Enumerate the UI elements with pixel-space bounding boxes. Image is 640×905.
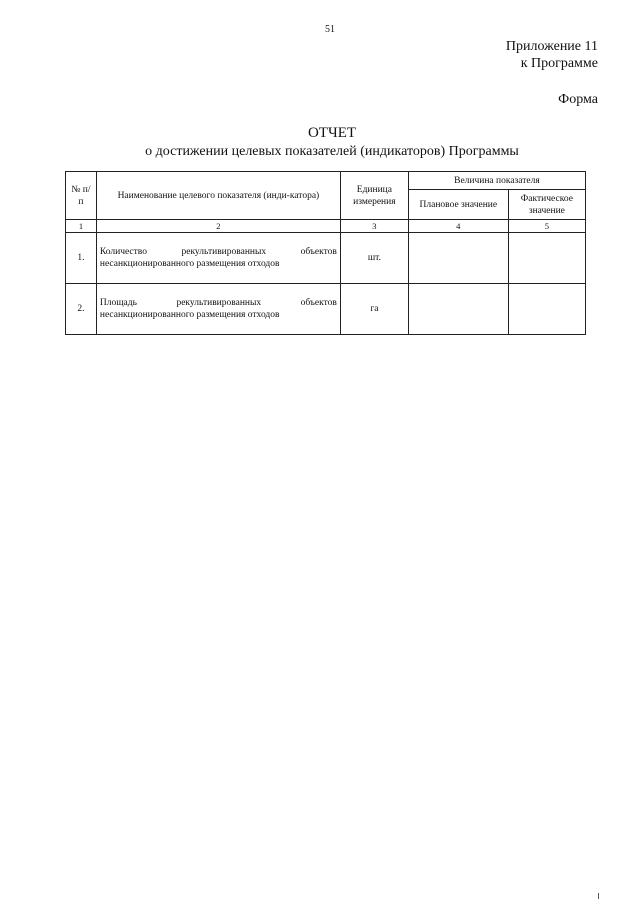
column-number: 3: [340, 220, 408, 233]
row-unit: га: [340, 284, 408, 335]
row-fact-value: [508, 233, 585, 284]
indicators-table: [65, 171, 586, 335]
header-value-group: Величина показателя: [408, 172, 585, 190]
scan-edge-mark: [598, 893, 599, 899]
column-number: 2: [96, 220, 340, 233]
header-plan: Плановое значение: [408, 190, 508, 220]
header-fact: Фактическое значение: [508, 190, 585, 220]
table-row: [66, 284, 586, 335]
page-number: 51: [325, 24, 335, 35]
report-title: ОТЧЕТ: [307, 125, 357, 141]
row-num: 2.: [66, 284, 97, 335]
column-number: 4: [408, 220, 508, 233]
row-plan-value: [408, 233, 508, 284]
table-row: [66, 233, 586, 284]
row-num: 1.: [66, 233, 97, 284]
column-number: 5: [508, 220, 585, 233]
form-label: Форма: [558, 92, 598, 107]
table-header-row: [66, 172, 586, 190]
row-unit: шт.: [340, 233, 408, 284]
header-unit: Единица измерения: [340, 172, 408, 220]
row-indicator-name: Количество рекультивированных объектов несанкционированного размещения отходов: [96, 233, 340, 284]
appendix-heading: [506, 38, 598, 72]
column-number-row: [66, 220, 586, 233]
report-subtitle: о достижении целевых показателей (индикаторов) Программы: [145, 144, 519, 159]
appendix-line-2: к Программе: [520, 56, 598, 71]
appendix-line-1: Приложение 11: [505, 39, 598, 54]
column-number: 1: [66, 220, 97, 233]
row-fact-value: [508, 284, 585, 335]
row-indicator-name: Площадь рекультивированных объектов несанкционированного размещения отходов: [96, 284, 340, 335]
row-plan-value: [408, 284, 508, 335]
header-name: Наименование целевого показателя (инди-катора): [96, 172, 340, 220]
header-num: № п/п: [66, 172, 97, 220]
